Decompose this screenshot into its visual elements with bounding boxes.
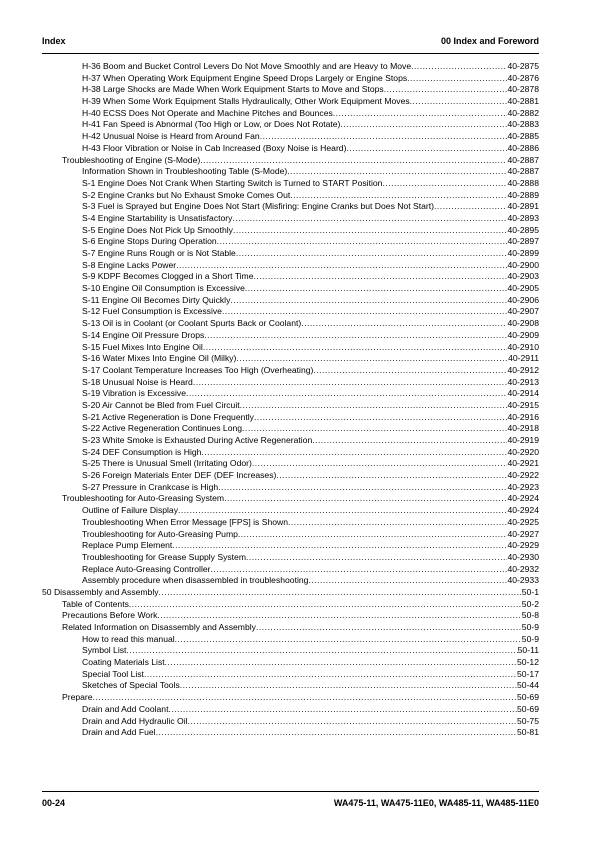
- toc-leader-dots: [340, 119, 507, 131]
- toc-entry-title: S-7 Engine Runs Rough or is Not Stable: [82, 248, 236, 258]
- toc-leader-dots: [242, 423, 507, 435]
- toc-entry-title: Drain and Add Hydraulic Oil: [82, 715, 188, 726]
- toc-entry[interactable]: [42, 306, 539, 318]
- toc-leader-dots: [313, 365, 507, 377]
- toc-leader-dots: [236, 353, 508, 365]
- toc-entry-title: Troubleshooting for Auto-Greasing Pump: [82, 528, 238, 539]
- toc-entry-page: 40-2918: [507, 423, 539, 434]
- toc-leader-dots: [333, 108, 508, 120]
- toc-entry-page: 50-81: [517, 727, 539, 738]
- toc-entry[interactable]: [42, 353, 539, 365]
- toc-entry-title: Precautions Before Work: [62, 610, 158, 621]
- toc-entry-page: 40-2907: [507, 306, 539, 317]
- toc-entry[interactable]: [42, 669, 539, 681]
- toc-entry[interactable]: [42, 412, 539, 424]
- toc-entry-page: 40-2930: [507, 551, 539, 562]
- toc-leader-dots: [308, 575, 507, 587]
- toc-leader-dots: [407, 73, 507, 85]
- toc-leader-dots: [236, 248, 508, 260]
- toc-leader-dots: [218, 482, 507, 494]
- toc-entry-title: Table of Contents: [62, 598, 129, 609]
- toc-entry-title: Troubleshooting of Engine (S-Mode): [62, 154, 201, 165]
- toc-leader-dots: [176, 260, 507, 272]
- toc-entry-title: How to read this manual: [82, 633, 175, 644]
- toc-entry[interactable]: [42, 680, 539, 692]
- toc-entry-title: Troubleshooting for Grease Supply System: [82, 551, 246, 562]
- toc-entry-page: 40-2913: [507, 376, 539, 387]
- toc-entry[interactable]: [42, 458, 539, 470]
- toc-entry[interactable]: [42, 201, 539, 213]
- toc-entry-title: H-43 Floor Vibration or Noise in Cab Increased (Boxy Noise is Heard): [82, 142, 347, 153]
- toc-leader-dots: [276, 470, 507, 482]
- toc-entry-title: S-14 Engine Oil Pressure Drops: [82, 329, 205, 340]
- toc-entry-page: 50-44: [517, 680, 539, 691]
- toc-entry[interactable]: [42, 400, 539, 412]
- toc-leader-dots: [165, 657, 517, 669]
- toc-entry[interactable]: [42, 692, 539, 704]
- toc-leader-dots: [175, 634, 522, 646]
- toc-leader-dots: [232, 213, 507, 225]
- toc-entry[interactable]: [42, 657, 539, 669]
- toc-leader-dots: [256, 622, 522, 634]
- toc-entry-title: S-13 Oil is in Coolant (or Coolant Spurts Back or Coolant): [82, 318, 302, 329]
- toc-entry[interactable]: [42, 727, 539, 739]
- toc-entry-page: 40-2924: [507, 505, 539, 516]
- toc-entry-title: S-27 Pressure in Crankcase is High: [82, 481, 219, 492]
- toc-entry[interactable]: [42, 505, 539, 517]
- toc-entry-page: 40-2914: [507, 388, 539, 399]
- toc-leader-dots: [188, 716, 517, 728]
- toc-leader-dots: [240, 400, 508, 412]
- toc-entry-title: Prepare: [62, 692, 93, 703]
- toc-entry-title: S-2 Engine Cranks but No Exhaust Smoke Comes Out: [82, 189, 291, 200]
- toc-entry[interactable]: [42, 131, 539, 143]
- toc-entry-page: 50-69: [517, 692, 539, 703]
- toc-entry-title: S-21 Active Regeneration is Done Frequently: [82, 411, 254, 422]
- toc-leader-dots: [157, 610, 521, 622]
- toc-entry-page: 40-2923: [507, 481, 539, 492]
- toc-leader-dots: [238, 529, 508, 541]
- toc-entry[interactable]: [42, 435, 539, 447]
- toc-entry[interactable]: [42, 704, 539, 716]
- toc-entry-title: Troubleshooting for Auto-Greasing System: [62, 493, 225, 504]
- toc-leader-dots: [253, 271, 507, 283]
- toc-entry[interactable]: [42, 575, 539, 587]
- toc-entry[interactable]: [42, 517, 539, 529]
- toc-leader-dots: [222, 306, 508, 318]
- toc-entry[interactable]: [42, 318, 539, 330]
- toc-leader-dots: [288, 517, 507, 529]
- toc-leader-dots: [129, 599, 522, 611]
- toc-leader-dots: [201, 447, 507, 459]
- toc-entry-title: S-15 Fuel Mixes Into Engine Oil: [82, 341, 203, 352]
- toc-entry[interactable]: [42, 423, 539, 435]
- toc-entry-page: 50-2: [521, 598, 539, 609]
- toc-entry-page: 50-9: [521, 633, 539, 644]
- toc-leader-dots: [193, 377, 508, 389]
- toc-entry-page: 40-2886: [507, 142, 539, 153]
- toc-leader-dots: [203, 342, 508, 354]
- toc-entry-page: 50-69: [517, 703, 539, 714]
- toc-entry-title: S-9 KDPF Becomes Clogged in a Short Time: [82, 271, 254, 282]
- toc-entry-page: 40-2922: [507, 470, 539, 481]
- footer-page-number: 00-24: [42, 798, 66, 808]
- toc-entry-page: 40-2906: [507, 294, 539, 305]
- toc-leader-dots: [230, 295, 507, 307]
- toc-entry-title: S-17 Coolant Temperature Increases Too High (Overheating): [82, 364, 314, 375]
- toc-entry-page: 40-2878: [507, 84, 539, 95]
- toc-entry[interactable]: [42, 96, 539, 108]
- toc-entry-title: S-25 There is Unusual Smell (Irritating Odor): [82, 458, 252, 469]
- toc-entry[interactable]: [42, 283, 539, 295]
- toc-entry[interactable]: [42, 447, 539, 459]
- toc-leader-dots: [254, 412, 507, 424]
- toc-entry[interactable]: [42, 236, 539, 248]
- toc-leader-dots: [172, 540, 507, 552]
- toc-leader-dots: [178, 505, 507, 517]
- toc-entry[interactable]: [42, 342, 539, 354]
- toc-entry-title: S-3 Fuel is Sprayed but Engine Does Not Start (Misfiring: Engine Cranks but Does Not Start): [82, 201, 435, 212]
- toc-entry[interactable]: [42, 540, 539, 552]
- toc-entry-title: S-8 Engine Lacks Power: [82, 259, 177, 270]
- toc-entry-page: 50-75: [517, 715, 539, 726]
- toc-entry-page: 40-2921: [507, 458, 539, 469]
- toc-entry-page: 40-2881: [507, 96, 539, 107]
- toc-leader-dots: [245, 283, 508, 295]
- toc-entry-title: S-20 Air Cannot be Bled from Fuel Circuit: [82, 399, 240, 410]
- toc-entry-title: Drain and Add Coolant: [82, 703, 169, 714]
- toc-leader-dots: [186, 388, 507, 400]
- toc-entry-page: 50-11: [517, 645, 539, 656]
- toc-entry-title: S-5 Engine Does Not Pick Up Smoothly: [82, 224, 233, 235]
- toc-leader-dots: [411, 61, 507, 73]
- toc-leader-dots: [312, 435, 507, 447]
- toc-entry[interactable]: [42, 610, 539, 622]
- toc-entry-page: 40-2905: [507, 283, 539, 294]
- toc-leader-dots: [217, 236, 508, 248]
- toc-entry-page: 50-17: [517, 668, 539, 679]
- toc-entry-page: 40-2933: [507, 575, 539, 586]
- toc-entry-page: 40-2887: [507, 166, 539, 177]
- toc-entry-page: 50-1: [521, 586, 539, 597]
- toc-entry-title: Outline of Failure Display: [82, 505, 179, 516]
- toc-entry-page: 40-2895: [507, 224, 539, 235]
- toc-entry[interactable]: [42, 260, 539, 272]
- toc-entry[interactable]: [42, 155, 539, 167]
- toc-entry-title: Symbol List: [82, 645, 127, 656]
- toc-entry[interactable]: [42, 143, 539, 155]
- toc-entry-page: 40-2899: [507, 248, 539, 258]
- toc-leader-dots: [233, 225, 508, 237]
- header-section-label: Index: [42, 36, 66, 46]
- toc-entry-page: 40-2893: [507, 212, 539, 223]
- toc-entry[interactable]: [42, 108, 539, 120]
- toc-leader-dots: [211, 564, 508, 576]
- toc-entry[interactable]: [42, 73, 539, 85]
- toc-entry-page: 40-2915: [507, 399, 539, 410]
- table-of-contents: [42, 61, 539, 739]
- toc-entry-title: Drain and Add Fuel: [82, 727, 156, 738]
- toc-leader-dots: [168, 704, 517, 716]
- toc-entry-page: 40-2897: [507, 236, 539, 247]
- toc-entry[interactable]: [42, 482, 539, 494]
- toc-entry[interactable]: [42, 377, 539, 389]
- toc-entry-title: S-18 Unusual Noise is Heard: [82, 376, 193, 387]
- toc-entry-page: 40-2885: [507, 131, 539, 142]
- toc-entry-page: 40-2891: [507, 201, 539, 212]
- header-divider: [42, 53, 539, 54]
- toc-entry-title: H-38 Large Shocks are Made When Work Equipment Starts to Move and Stops: [82, 84, 384, 95]
- toc-entry-page: 40-2910: [507, 341, 539, 352]
- toc-leader-dots: [260, 131, 508, 143]
- toc-entry-title: S-1 Engine Does Not Crank When Starting Switch is Turned to START Position: [82, 177, 383, 188]
- toc-entry-title: S-10 Engine Oil Consumption is Excessive: [82, 283, 245, 294]
- toc-entry-page: 40-2882: [507, 107, 539, 118]
- toc-leader-dots: [252, 458, 508, 470]
- toc-entry[interactable]: [42, 330, 539, 342]
- toc-entry-page: 40-2929: [507, 540, 539, 551]
- toc-entry-title: S-11 Engine Oil Becomes Dirty Quickly: [82, 294, 231, 305]
- toc-entry-title: S-4 Engine Startability is Unsatisfactory: [82, 212, 233, 223]
- toc-entry-title: Sketches of Special Tools: [82, 680, 180, 691]
- toc-leader-dots: [93, 692, 517, 704]
- toc-entry-title: S-22 Active Regeneration Continues Long: [82, 423, 243, 434]
- toc-leader-dots: [144, 669, 517, 681]
- toc-entry-title: Information Shown in Troubleshooting Table (S-Mode): [82, 166, 288, 177]
- toc-entry-title: Replace Pump Element: [82, 540, 173, 551]
- toc-entry-page: 40-2900: [507, 259, 539, 270]
- toc-entry[interactable]: [42, 622, 539, 634]
- toc-entry-title: S-12 Fuel Consumption is Excessive: [82, 306, 222, 317]
- toc-entry[interactable]: [42, 716, 539, 728]
- toc-entry-page: 40-2888: [507, 177, 539, 188]
- toc-entry[interactable]: [42, 564, 539, 576]
- toc-entry-page: 40-2876: [507, 72, 539, 83]
- toc-entry-page: 40-2911: [508, 353, 539, 364]
- toc-leader-dots: [346, 143, 507, 155]
- toc-entry-title: H-42 Unusual Noise is Heard from Around Fan: [82, 131, 260, 142]
- toc-entry-page: 40-2909: [507, 329, 539, 340]
- toc-entry-page: 40-2919: [507, 435, 539, 445]
- toc-entry[interactable]: [42, 470, 539, 482]
- toc-entry-page: 40-2889: [507, 189, 539, 200]
- toc-entry-title: S-23 White Smoke is Exhausted During Active Regeneration: [82, 435, 313, 445]
- toc-entry[interactable]: [42, 365, 539, 377]
- toc-entry[interactable]: [42, 248, 539, 260]
- toc-entry[interactable]: [42, 529, 539, 541]
- toc-entry-page: 40-2908: [507, 318, 539, 329]
- toc-entry-title: S-19 Vibration is Excessive: [82, 388, 186, 399]
- toc-leader-dots: [287, 166, 507, 178]
- toc-entry[interactable]: [42, 634, 539, 646]
- toc-entry-title: H-40 ECSS Does Not Operate and Machine Pitches and Bounces: [82, 107, 333, 118]
- toc-entry-title: S-16 Water Mixes Into Engine Oil (Milky): [82, 353, 237, 364]
- toc-leader-dots: [301, 318, 507, 330]
- toc-entry[interactable]: [42, 552, 539, 564]
- toc-entry-page: 40-2875: [507, 61, 539, 71]
- toc-entry-page: 40-2912: [507, 364, 539, 375]
- toc-entry-page: 40-2920: [507, 446, 539, 457]
- toc-entry[interactable]: [42, 599, 539, 611]
- toc-leader-dots: [246, 552, 507, 564]
- toc-leader-dots: [290, 190, 507, 202]
- toc-entry[interactable]: [42, 587, 539, 599]
- toc-entry-title: S-6 Engine Stops During Operation: [82, 236, 217, 247]
- header-chapter-title: 00 Index and Foreword: [440, 36, 539, 46]
- toc-entry-page: 50-8: [521, 610, 539, 621]
- toc-entry[interactable]: [42, 61, 539, 73]
- toc-entry-title: H-39 When Some Work Equipment Stalls Hydraulically, Other Work Equipment Moves: [82, 96, 410, 107]
- toc-entry[interactable]: [42, 178, 539, 190]
- toc-entry[interactable]: [42, 84, 539, 96]
- toc-leader-dots: [384, 84, 508, 96]
- toc-leader-dots: [382, 178, 507, 190]
- toc-entry-page: 40-2916: [507, 411, 539, 422]
- toc-leader-dots: [204, 330, 507, 342]
- toc-entry[interactable]: [42, 119, 539, 131]
- footer-divider: [42, 791, 539, 792]
- toc-entry-page: 40-2924: [507, 493, 539, 504]
- toc-entry-title: Troubleshooting When Error Message [FPS] is Shown: [82, 516, 289, 527]
- toc-entry-page: 40-2903: [507, 271, 539, 282]
- toc-entry-title: Related Information on Disassembly and Assembly: [62, 622, 256, 632]
- toc-entry-title: Coating Materials List: [82, 657, 165, 668]
- toc-entry-title: 50 Disassembly and Assembly: [42, 586, 159, 597]
- toc-entry-page: 40-2887: [507, 154, 539, 165]
- toc-entry-title: Assembly procedure when disassembled in troubleshooting: [82, 575, 309, 586]
- toc-entry[interactable]: [42, 225, 539, 237]
- toc-entry-title: H-37 When Operating Work Equipment Engine Speed Drops Largely or Engine Stops: [82, 72, 408, 83]
- toc-leader-dots: [156, 727, 517, 739]
- toc-entry-title: Special Tool List: [82, 668, 144, 679]
- toc-leader-dots: [180, 680, 517, 692]
- toc-leader-dots: [410, 96, 508, 108]
- toc-entry[interactable]: [42, 166, 539, 178]
- toc-entry-page: 50-9: [521, 622, 539, 632]
- toc-leader-dots: [434, 201, 507, 213]
- toc-entry[interactable]: [42, 190, 539, 202]
- toc-leader-dots: [126, 645, 517, 657]
- toc-entry-page: 40-2925: [507, 516, 539, 527]
- toc-entry-title: H-36 Boom and Bucket Control Levers Do Not Move Smoothly and are Heavy to Move: [82, 61, 412, 71]
- toc-entry[interactable]: [42, 493, 539, 505]
- toc-entry[interactable]: [42, 271, 539, 283]
- toc-entry[interactable]: [42, 213, 539, 225]
- toc-entry[interactable]: [42, 388, 539, 400]
- toc-entry-title: S-26 Foreign Materials Enter DEF (DEF Increases): [82, 470, 277, 481]
- toc-entry[interactable]: [42, 645, 539, 657]
- toc-entry-title: Replace Auto-Greasing Controller: [82, 563, 211, 574]
- footer-model-list: WA475-11, WA475-11E0, WA485-11, WA485-11E0: [333, 798, 539, 808]
- toc-leader-dots: [200, 155, 507, 167]
- toc-leader-dots: [224, 493, 507, 505]
- toc-entry-page: 40-2883: [507, 119, 539, 130]
- toc-leader-dots: [159, 587, 522, 599]
- toc-entry-page: 50-12: [517, 657, 539, 668]
- toc-entry-page: 40-2927: [507, 528, 539, 539]
- toc-entry[interactable]: [42, 295, 539, 307]
- toc-entry-title: H-41 Fan Speed is Abnormal (Too High or Low, or Does Not Rotate): [82, 119, 341, 130]
- toc-entry-page: 40-2932: [507, 563, 539, 574]
- toc-entry-title: S-24 DEF Consumption is High: [82, 446, 202, 457]
